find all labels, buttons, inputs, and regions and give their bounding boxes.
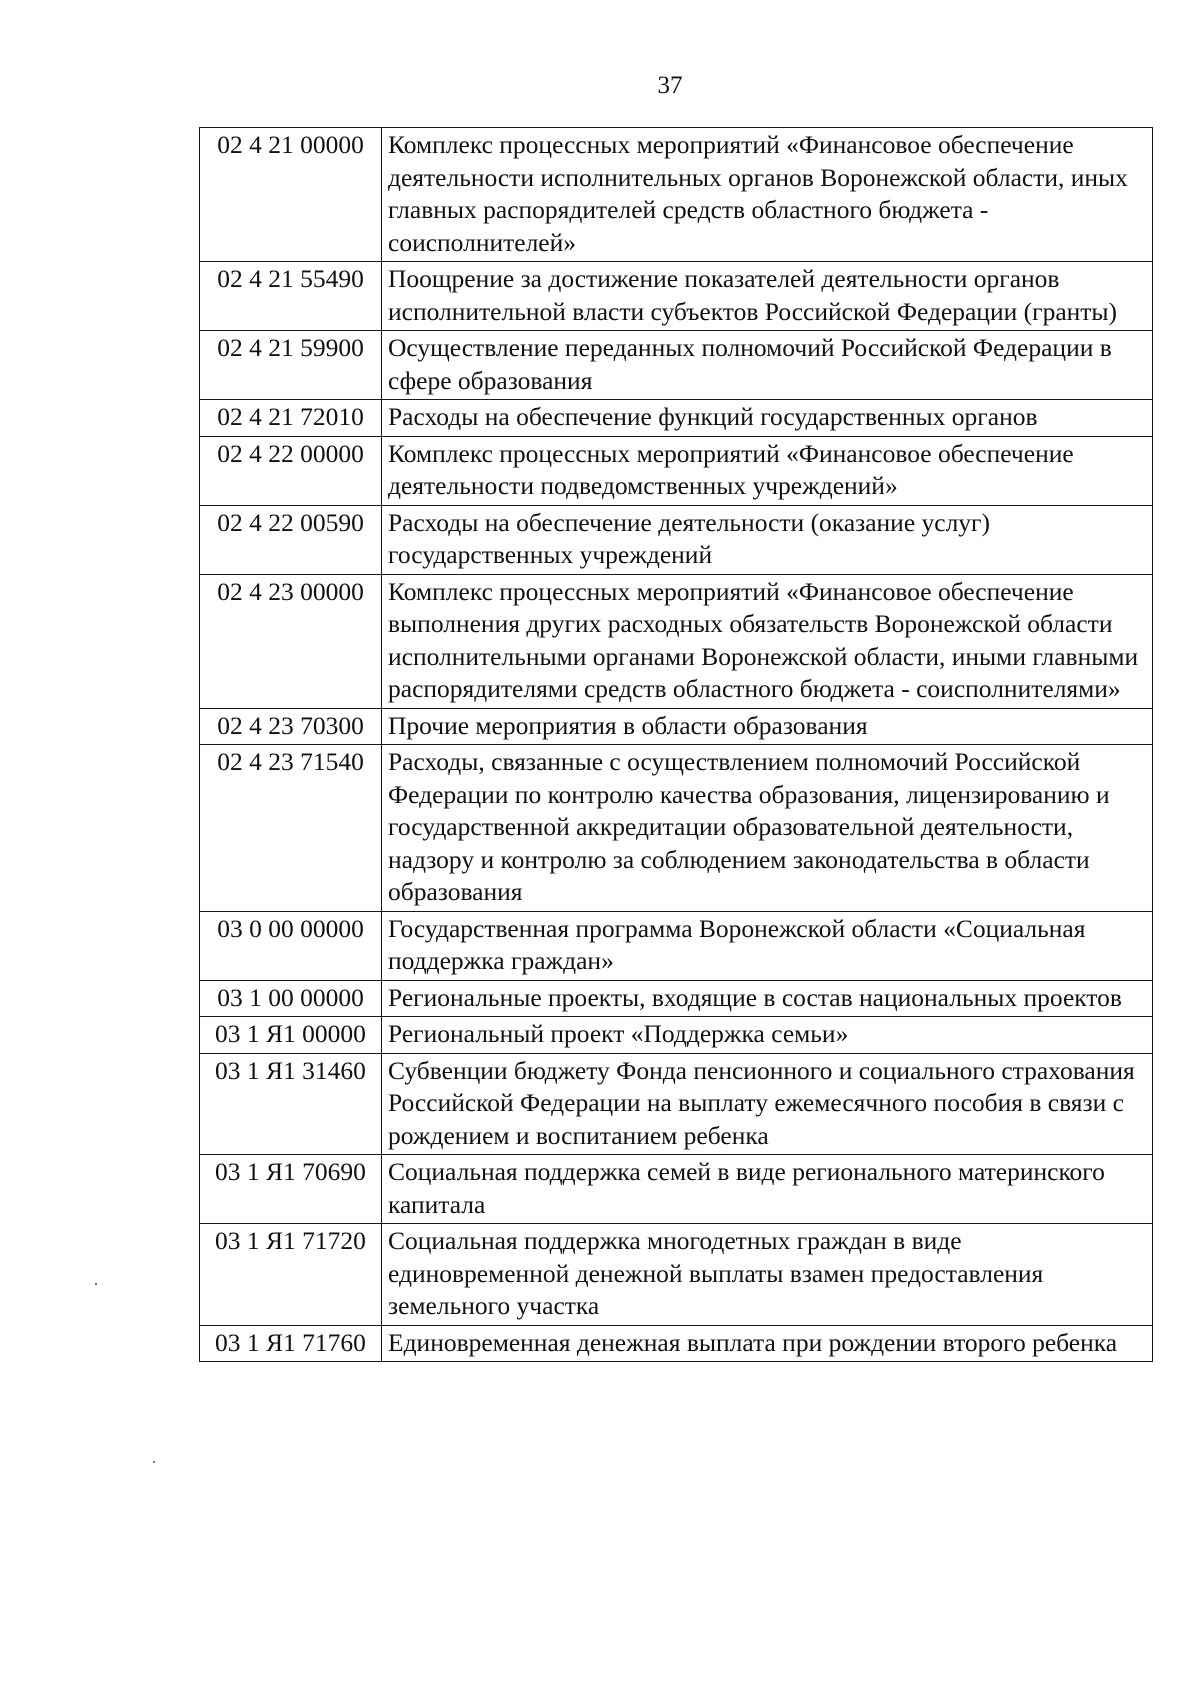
row-code: 02 4 22 00590 xyxy=(200,505,382,574)
row-name: Региональные проекты, входящие в состав национальных проектов xyxy=(382,980,1153,1017)
table-row xyxy=(200,331,1153,400)
row-code: 02 4 22 00000 xyxy=(200,436,382,505)
table-row xyxy=(200,1325,1153,1362)
table-row xyxy=(200,574,1153,708)
table-row xyxy=(200,1017,1153,1054)
row-name: Осуществление переданных полномочий Российской Федерации в сфере образования xyxy=(382,331,1153,400)
row-code: 02 4 21 72010 xyxy=(200,400,382,437)
budget-classification-table xyxy=(199,127,1153,1362)
row-name: Комплекс процессных мероприятий «Финансовое обеспечение выполнения других расходных обязательств Воронежской области исполнительными органами Воронежской области, иными главными распорядителями средств областного бюджета - соисполнителями» xyxy=(382,574,1153,708)
row-code: 03 1 Я1 00000 xyxy=(200,1017,382,1054)
row-name: Комплекс процессных мероприятий «Финансовое обеспечение деятельности исполнительных органов Воронежской области, иных главных распорядителей средств областного бюджета - соисполнителей» xyxy=(382,128,1153,262)
row-code: 02 4 23 70300 xyxy=(200,708,382,745)
row-name: Единовременная денежная выплата при рождении второго ребенка xyxy=(382,1325,1153,1362)
table-row xyxy=(200,911,1153,980)
table-row xyxy=(200,505,1153,574)
row-name: Субвенции бюджету Фонда пенсионного и социального страхования Российской Федерации на выплату ежемесячного пособия в связи с рождением и воспитанием ребенка xyxy=(382,1053,1153,1155)
scan-speck xyxy=(153,1461,155,1463)
row-name: Расходы на обеспечение функций государственных органов xyxy=(382,400,1153,437)
row-code: 03 0 00 00000 xyxy=(200,911,382,980)
row-name: Расходы, связанные с осуществлением полномочий Российской Федерации по контролю качества образования, лицензированию и государственной аккредитации образовательной деятельности, надзору и контролю за соблюдением законодательства в области образования xyxy=(382,745,1153,912)
row-code: 03 1 Я1 71720 xyxy=(200,1224,382,1326)
row-name: Расходы на обеспечение деятельности (оказание услуг) государственных учреждений xyxy=(382,505,1153,574)
row-code: 03 1 00 00000 xyxy=(200,980,382,1017)
row-name: Комплекс процессных мероприятий «Финансовое обеспечение деятельности подведомственных учреждений» xyxy=(382,436,1153,505)
table-row xyxy=(200,436,1153,505)
table-row xyxy=(200,1224,1153,1326)
table-row xyxy=(200,128,1153,262)
row-code: 02 4 21 55490 xyxy=(200,262,382,331)
row-name: Социальная поддержка многодетных граждан в виде единовременной денежной выплаты взамен предоставления земельного участка xyxy=(382,1224,1153,1326)
table-row xyxy=(200,1053,1153,1155)
row-code: 02 4 21 00000 xyxy=(200,128,382,262)
row-name: Поощрение за достижение показателей деятельности органов исполнительной власти субъектов Российской Федерации (гранты) xyxy=(382,262,1153,331)
row-name: Социальная поддержка семей в виде регионального материнского капитала xyxy=(382,1155,1153,1224)
row-code: 03 1 Я1 31460 xyxy=(200,1053,382,1155)
table-row xyxy=(200,262,1153,331)
table-row xyxy=(200,745,1153,912)
page-number: 37 xyxy=(657,72,683,99)
row-name: Региональный проект «Поддержка семьи» xyxy=(382,1017,1153,1054)
row-code: 03 1 Я1 71760 xyxy=(200,1325,382,1362)
row-name: Прочие мероприятия в области образования xyxy=(382,708,1153,745)
row-code: 02 4 21 59900 xyxy=(200,331,382,400)
table-row xyxy=(200,708,1153,745)
row-code: 03 1 Я1 70690 xyxy=(200,1155,382,1224)
table-row xyxy=(200,980,1153,1017)
row-code: 02 4 23 71540 xyxy=(200,745,382,912)
row-code: 02 4 23 00000 xyxy=(200,574,382,708)
table-row xyxy=(200,400,1153,437)
row-name: Государственная программа Воронежской области «Социальная поддержка граждан» xyxy=(382,911,1153,980)
table-body xyxy=(200,128,1153,1362)
scan-speck xyxy=(95,1283,97,1285)
table-row xyxy=(200,1155,1153,1224)
